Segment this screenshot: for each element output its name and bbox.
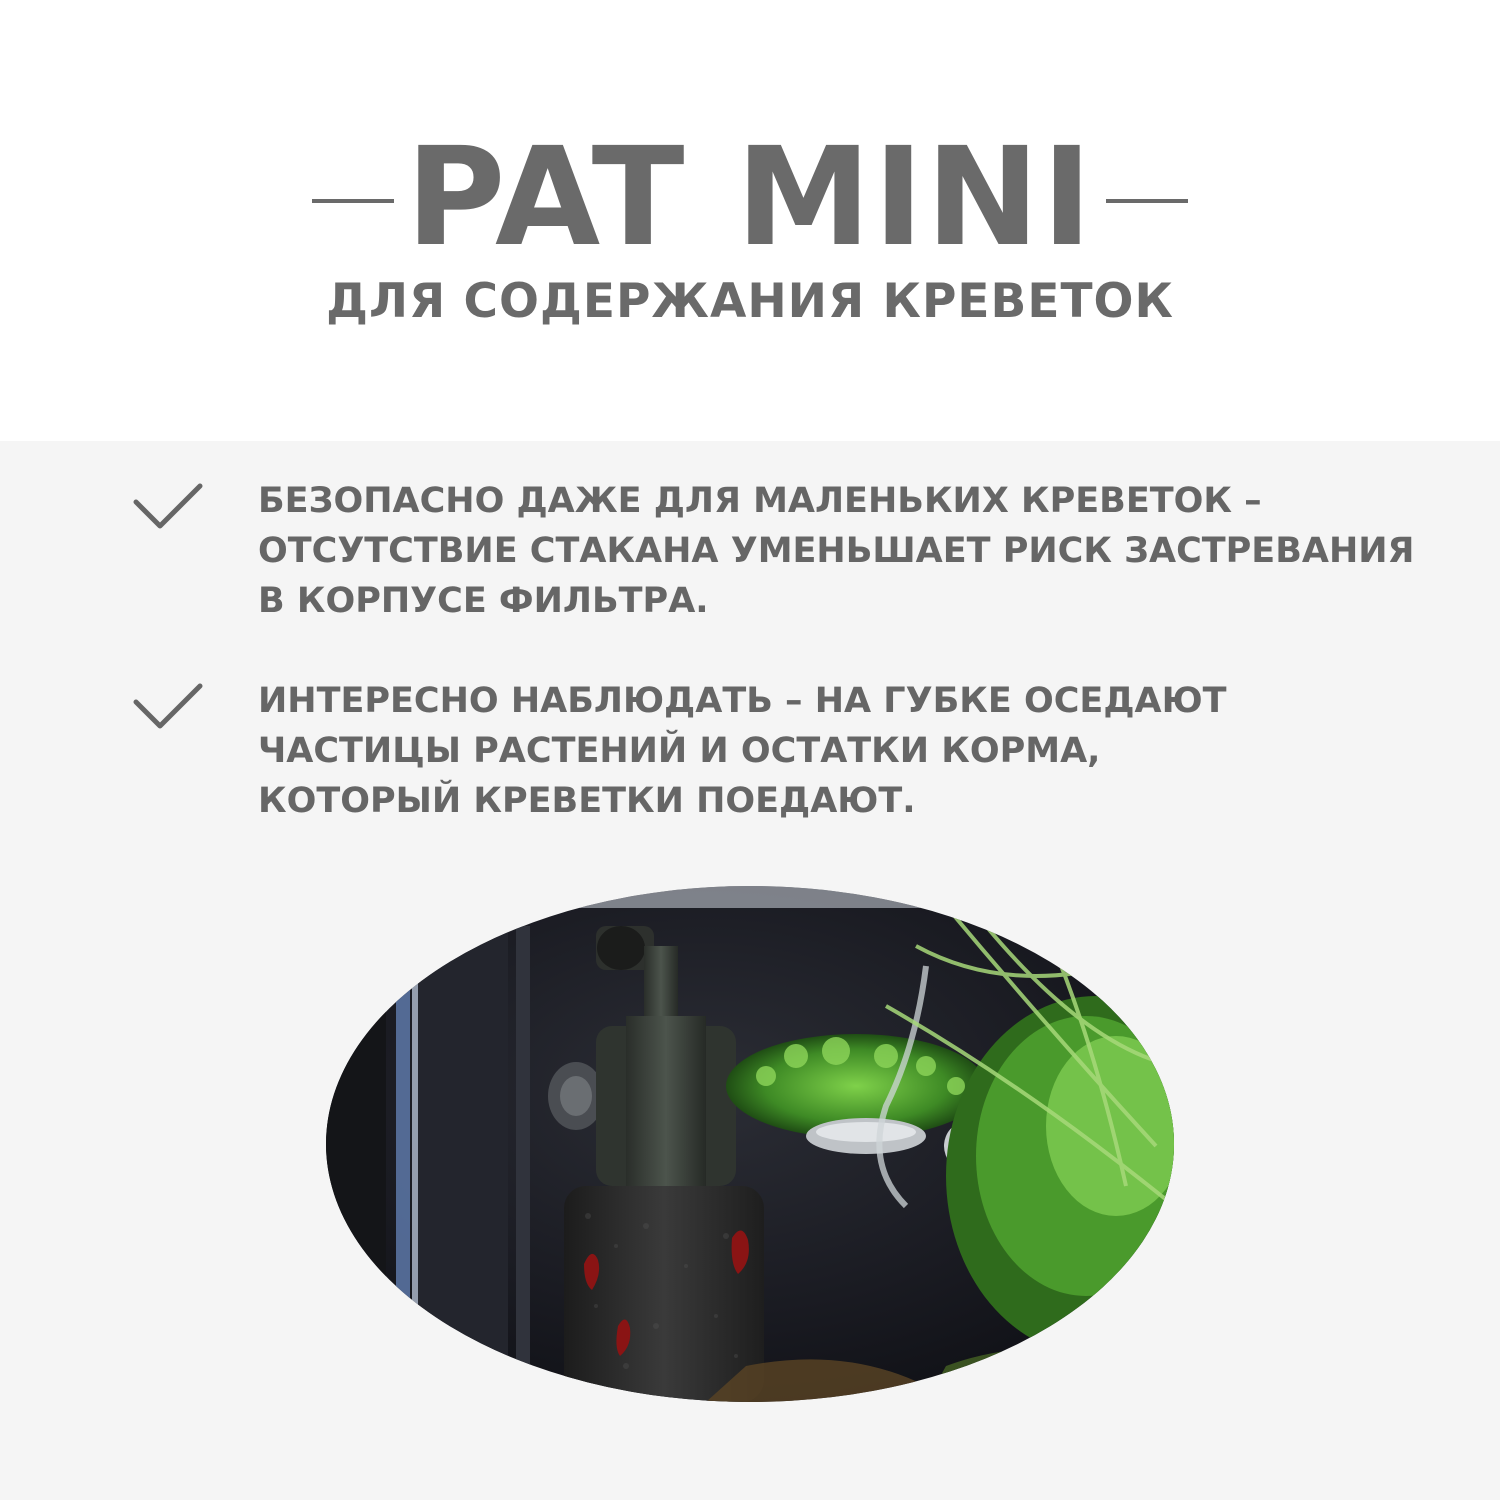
feature-text-line: КОТОРЫЙ КРЕВЕТКИ ПОЕДАЮТ. — [258, 781, 916, 821]
aquarium-filter-photo — [326, 886, 1174, 1402]
feature-text — [258, 676, 1438, 826]
feature-text-line: ЧАСТИЦЫ РАСТЕНИЙ И ОСТАТКИ КОРМА, — [258, 731, 1101, 771]
title-dash-left — [312, 199, 394, 203]
product-title: PAT MINI — [405, 119, 1095, 277]
feature-text-line: ИНТЕРЕСНО НАБЛЮДАТЬ – НА ГУБКЕ ОСЕДАЮТ — [258, 681, 1227, 721]
check-icon — [130, 480, 206, 536]
title-dash-right — [1106, 199, 1188, 203]
check-icon — [130, 680, 206, 736]
product-subtitle: ДЛЯ СОДЕРЖАНИЯ КРЕВЕТОК — [326, 274, 1174, 329]
header-section — [0, 0, 1500, 441]
feature-text-line: ОТСУТСТВИЕ СТАКАНА УМЕНЬШАЕТ РИСК ЗАСТРЕВАНИЯ — [258, 531, 1415, 571]
title-row — [0, 119, 1500, 277]
feature-text — [258, 476, 1438, 626]
feature-text-line: В КОРПУСЕ ФИЛЬТРА. — [258, 581, 709, 621]
feature-text-line: БЕЗОПАСНО ДАЖЕ ДЛЯ МАЛЕНЬКИХ КРЕВЕТОК – — [258, 481, 1262, 521]
